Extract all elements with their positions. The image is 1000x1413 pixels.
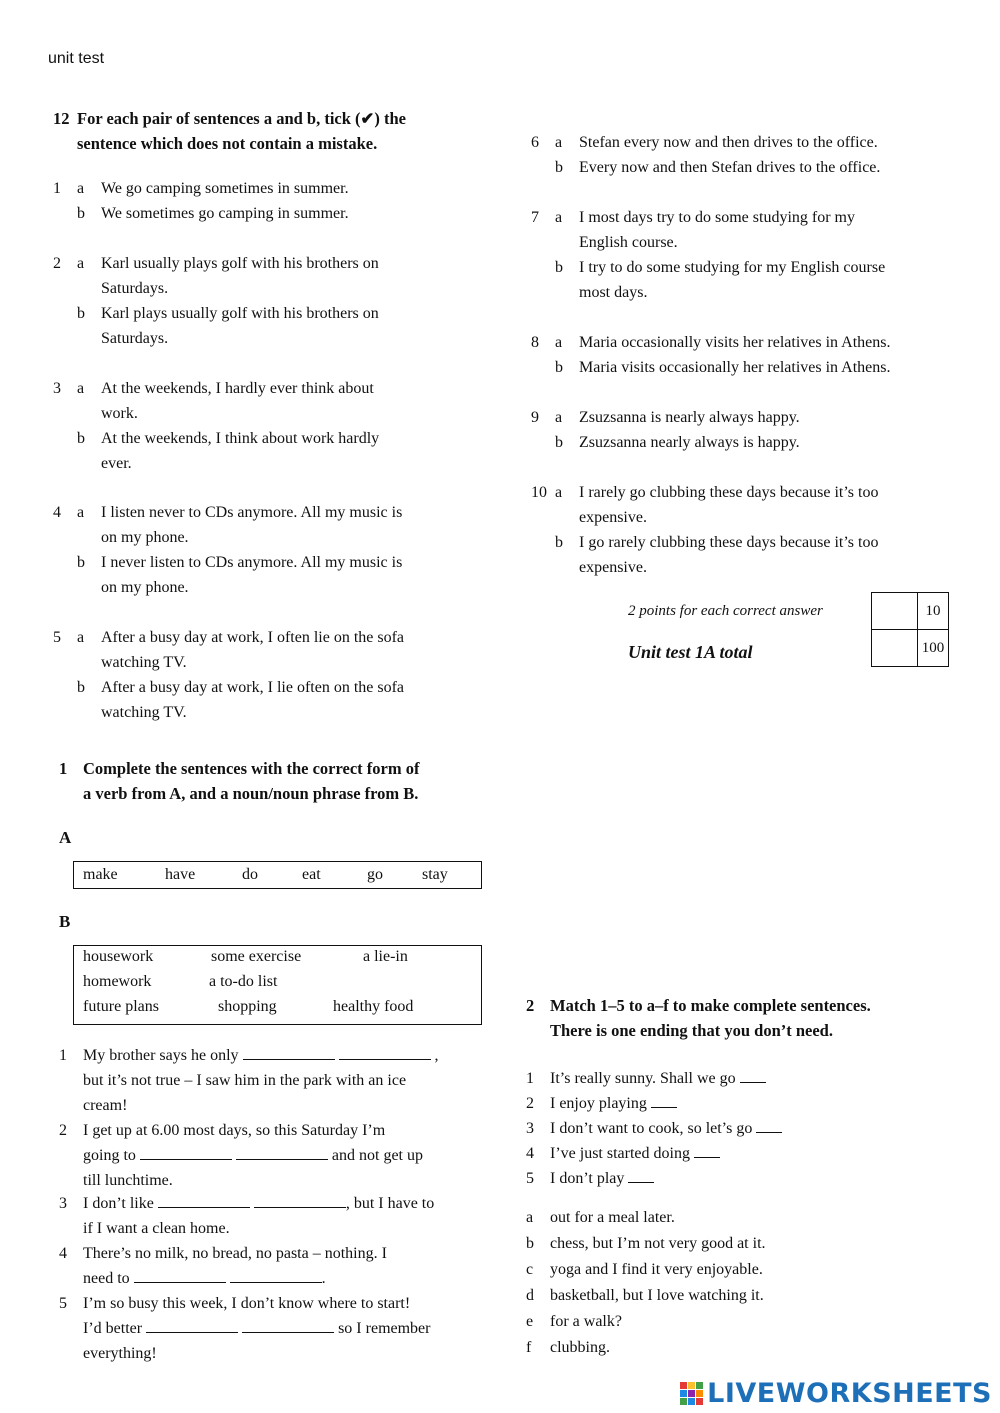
list-item: 5 I don’t play	[526, 1166, 956, 1191]
verb-word: stay	[422, 866, 448, 883]
noun-phrase: a lie-in	[363, 948, 408, 965]
option-letter: a	[77, 180, 85, 197]
sentence-ending: clubbing.	[550, 1339, 610, 1356]
sentence-text: so I remember	[338, 1320, 431, 1337]
option-a-text[interactable]: Stefan every now and then drives to the office.	[579, 134, 878, 151]
sentence-text: cream!	[83, 1097, 128, 1114]
sentence-start: I don’t want to cook, so let’s go	[550, 1120, 753, 1137]
ex2-endings	[526, 1205, 956, 1361]
ex1-sentence-3	[59, 1191, 479, 1241]
ex12-item-3	[53, 376, 473, 476]
list-item: e for a walk?	[526, 1309, 956, 1335]
liveworksheets-logo	[680, 1378, 992, 1409]
option-a-text[interactable]: We go camping sometimes in summer.	[101, 180, 349, 197]
option-b-text[interactable]: I never listen to CDs anymore. All my music is on my phone.	[101, 554, 403, 596]
ex12-item-6	[531, 130, 961, 180]
sentence-text: I don’t like	[83, 1195, 154, 1212]
sentence-text: My brother says he only	[83, 1047, 239, 1064]
ex1-sentence-4	[59, 1241, 479, 1291]
sentence-text: I’d better	[83, 1320, 143, 1337]
ex2-instruction-line2: There is one ending that you don’t need.	[550, 1021, 833, 1040]
answer-blank[interactable]	[651, 1093, 677, 1108]
option-letter: a	[77, 629, 85, 646]
ex12-item-1	[53, 176, 473, 226]
list-item: 4 I’ve just started doing	[526, 1141, 956, 1166]
sentence-ending: chess, but I’m not very good at it.	[550, 1235, 766, 1252]
option-letter: a	[555, 134, 563, 151]
total-input-cell[interactable]	[872, 630, 918, 667]
option-a-text[interactable]: I most days try to do some studying for my English course.	[579, 209, 855, 251]
option-b-text[interactable]: Every now and then Stefan drives to the office.	[579, 159, 881, 176]
sentence-text: everything!	[83, 1345, 157, 1362]
option-letter: a	[555, 209, 563, 226]
sentence-text: going to	[83, 1147, 136, 1164]
sentence-text: , but I have to	[345, 1195, 435, 1212]
sentence-start: I enjoy playing	[550, 1095, 647, 1112]
option-b-text[interactable]: I go rarely clubbing these days because it’s too expensive.	[579, 534, 879, 576]
option-letter: b	[555, 159, 563, 176]
answer-blank[interactable]	[694, 1143, 720, 1158]
verb-word: go	[367, 866, 383, 883]
ex1-sentence-5	[59, 1291, 489, 1366]
ex12-item-9	[531, 405, 961, 455]
option-a-text[interactable]: After a busy day at work, I often lie on the sofa watching TV.	[101, 629, 405, 671]
item-number: 7	[531, 209, 539, 226]
item-number: 5	[53, 629, 61, 646]
option-b-text[interactable]: After a busy day at work, I lie often on the sofa watching TV.	[101, 679, 405, 721]
option-letter: b	[77, 554, 85, 571]
ex12-number: 12	[53, 109, 70, 128]
verb-word: do	[242, 866, 258, 883]
sentence-ending: yoga and I find it very enjoyable.	[550, 1261, 763, 1278]
ex2-starts	[526, 1066, 956, 1191]
verb-word: make	[83, 866, 118, 883]
option-b-text[interactable]: At the weekends, I think about work hardly ever.	[101, 430, 380, 472]
ex2-heading	[526, 993, 871, 1043]
sentence-ending: basketball, but I love watching it.	[550, 1287, 764, 1304]
sentence-text: There’s no milk, no bread, no pasta – nothing. I	[83, 1245, 387, 1262]
item-number: 10	[531, 484, 547, 501]
score-max-cell: 10	[918, 593, 949, 630]
option-letter: a	[77, 380, 85, 397]
option-a-text[interactable]: I listen never to CDs anymore. All my music is on my phone.	[101, 504, 403, 546]
ex12-item-2	[53, 251, 473, 351]
sentence-text: ,	[434, 1047, 439, 1064]
answer-blank[interactable]	[230, 1268, 322, 1283]
sentence-text: I’m so busy this week, I don’t know where to start!	[83, 1295, 411, 1312]
total-max-cell: 100	[918, 630, 949, 667]
option-b-text[interactable]: We sometimes go camping in summer.	[101, 205, 349, 222]
option-a-text[interactable]: At the weekends, I hardly ever think about work.	[101, 380, 374, 422]
score-input-cell[interactable]	[872, 593, 918, 630]
ex1-heading	[59, 756, 419, 806]
logo-text: LIVEWORKSHEETS	[707, 1378, 992, 1409]
option-letter: a	[555, 484, 563, 501]
verb-word: have	[165, 866, 196, 883]
option-letter: a	[555, 409, 563, 426]
score-table	[871, 592, 949, 667]
total-label: Unit test 1A total	[628, 642, 753, 662]
item-number: 1	[53, 180, 61, 197]
answer-blank[interactable]	[243, 1045, 335, 1060]
option-a-text[interactable]: Maria occasionally visits her relatives in Athens.	[579, 334, 891, 351]
ex1-sentence-2	[59, 1118, 479, 1193]
sentence-text: .	[321, 1270, 326, 1287]
option-a-text[interactable]: I rarely go clubbing these days because it’s too expensive.	[579, 484, 879, 526]
option-letter: b	[77, 305, 85, 322]
item-number: 9	[531, 409, 539, 426]
answer-blank[interactable]	[740, 1068, 766, 1083]
list-item: c yoga and I find it very enjoyable.	[526, 1257, 956, 1283]
ex2-instruction-line1: Match 1–5 to a–f to make complete sentences.	[550, 996, 871, 1015]
score-label: 2 points for each correct answer	[628, 603, 823, 619]
option-letter: b	[555, 359, 563, 376]
noun-phrase: healthy food	[333, 998, 414, 1015]
ex1-sentence-1	[59, 1043, 479, 1118]
sentence-text: till lunchtime.	[83, 1172, 173, 1189]
ex2-number: 2	[526, 996, 535, 1015]
answer-blank[interactable]	[158, 1193, 250, 1208]
option-letter: b	[77, 679, 85, 696]
noun-phrase: future plans	[83, 998, 159, 1015]
sentence-text: need to	[83, 1270, 130, 1287]
option-a-text[interactable]: Karl usually plays golf with his brothers on Saturdays.	[101, 255, 379, 297]
list-item: b chess, but I’m not very good at it.	[526, 1231, 956, 1257]
answer-blank[interactable]	[140, 1145, 232, 1160]
item-number: 8	[531, 334, 539, 351]
box-a-label: A	[59, 828, 72, 847]
ex1-instruction-line2: a verb from A, and a noun/noun phrase from B.	[83, 784, 419, 803]
option-letter: b	[77, 205, 85, 222]
option-letter: a	[77, 504, 85, 521]
answer-blank[interactable]	[146, 1318, 238, 1333]
list-item: 1 It’s really sunny. Shall we go	[526, 1066, 956, 1091]
item-number: 6	[531, 134, 539, 151]
item-number: 1	[59, 1047, 67, 1064]
answer-blank[interactable]	[756, 1118, 782, 1133]
option-b-text[interactable]: Maria visits occasionally her relatives in Athens.	[579, 359, 891, 376]
verb-word: eat	[302, 866, 321, 883]
option-letter: b	[555, 434, 563, 451]
sentence-text: I get up at 6.00 most days, so this Saturday I’m	[83, 1122, 386, 1139]
option-letter: b	[555, 259, 563, 276]
noun-box	[73, 945, 482, 1025]
box-b-label: B	[59, 912, 71, 931]
ex12-item-5	[53, 625, 473, 725]
option-letter: b	[77, 430, 85, 447]
item-number: 3	[59, 1195, 67, 1212]
ex12-item-4	[53, 500, 473, 600]
option-b-text[interactable]: I try to do some studying for my English course most days.	[579, 259, 886, 301]
option-letter: a	[555, 334, 563, 351]
option-b-text[interactable]: Karl plays usually golf with his brothers on Saturdays.	[101, 305, 379, 347]
option-letter: a	[77, 255, 85, 272]
list-item: 2 I enjoy playing	[526, 1091, 956, 1116]
option-letter: b	[555, 534, 563, 551]
item-number: 2	[59, 1122, 67, 1139]
answer-blank[interactable]	[134, 1268, 226, 1283]
sentence-ending: out for a meal later.	[550, 1209, 675, 1226]
option-a-text[interactable]: Zsuzsanna is nearly always happy.	[579, 409, 800, 426]
list-item: 3 I don’t want to cook, so let’s go	[526, 1116, 956, 1141]
list-item: f clubbing.	[526, 1335, 956, 1361]
sentence-text: but it’s not true – I saw him in the park with an ice	[83, 1072, 407, 1089]
answer-blank[interactable]	[628, 1168, 654, 1183]
answer-blank[interactable]	[242, 1318, 334, 1333]
item-number: 2	[53, 255, 61, 272]
sentence-text: if I want a clean home.	[83, 1220, 230, 1237]
ex12-item-10	[531, 480, 961, 580]
item-number: 4	[59, 1245, 67, 1262]
ex12-heading	[53, 106, 406, 156]
sentence-text: and not get up	[331, 1147, 423, 1164]
sentence-start: It’s really sunny. Shall we go	[550, 1070, 736, 1087]
item-number: 5	[59, 1295, 67, 1312]
logo-mark-icon	[680, 1382, 703, 1405]
sentence-ending: for a walk?	[550, 1313, 622, 1330]
noun-phrase: homework	[83, 973, 152, 990]
noun-phrase: shopping	[218, 998, 277, 1015]
noun-phrase: some exercise	[211, 948, 302, 965]
list-item: d basketball, but I love watching it.	[526, 1283, 956, 1309]
option-b-text[interactable]: Zsuzsanna nearly always is happy.	[579, 434, 800, 451]
item-number: 4	[53, 504, 61, 521]
ex12-item-8	[531, 330, 961, 380]
page-header: unit test	[48, 50, 105, 67]
ex12-instruction-line2: sentence which does not contain a mistake.	[77, 134, 378, 153]
answer-blank[interactable]	[254, 1193, 346, 1208]
noun-phrase: housework	[83, 948, 154, 965]
sentence-start: I’ve just started doing	[550, 1145, 690, 1162]
answer-blank[interactable]	[236, 1145, 328, 1160]
list-item: a out for a meal later.	[526, 1205, 956, 1231]
sentence-start: I don’t play	[550, 1170, 625, 1187]
noun-phrase: a to-do list	[209, 973, 278, 990]
item-number: 3	[53, 380, 61, 397]
verb-box	[73, 861, 482, 889]
ex12-instruction-line1: For each pair of sentences a and b, tick (✔) the	[77, 109, 406, 128]
answer-blank[interactable]	[339, 1045, 431, 1060]
ex12-item-7	[531, 205, 961, 305]
ex1-number: 1	[59, 759, 68, 778]
ex1-instruction-line1: Complete the sentences with the correct form of	[83, 759, 420, 778]
